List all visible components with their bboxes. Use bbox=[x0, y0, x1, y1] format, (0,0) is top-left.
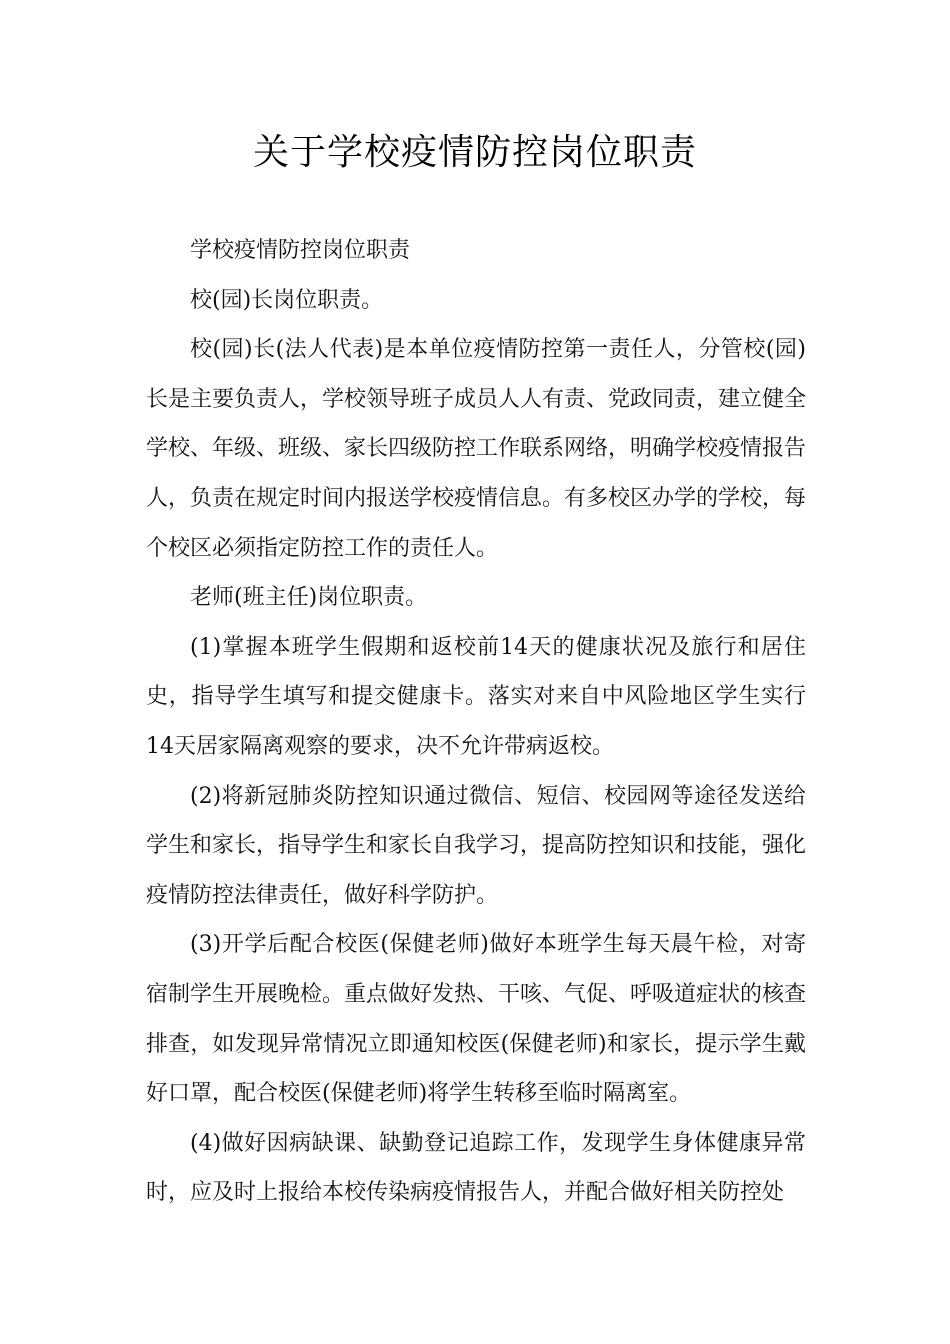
document-title: 关于学校疫情防控岗位职责 bbox=[252, 132, 697, 173]
paragraph-teacher-duty-1: (1)掌握本班学生假期和返校前14天的健康状况及旅行和居住史，指导学生填写和提交健康卡。落实对来自中风险地区学生实行14天居家隔离观察的要求，决不允许带病返校。 bbox=[146, 634, 806, 759]
subsection-heading-principal: 校(园)长岗位职责。 bbox=[190, 287, 384, 313]
section-heading: 学校疫情防控岗位职责 bbox=[190, 238, 411, 263]
paragraph-teacher-duty-4: (4)做好因病缺课、缺勤登记追踪工作，发现学生身体健康异常时，应及时上报给本校传染病疫情报告人，并配合做好相关防控处 bbox=[146, 1130, 806, 1206]
subsection-heading-teacher: 老师(班主任)岗位职责。 bbox=[190, 585, 428, 611]
paragraph-principal-duties: 校(园)长(法人代表)是本单位疫情防控第一责任人，分管校(园)长是主要负责人，学校领导班子成员人人有责、党政同责，建立健全学校、年级、班级、家长四级防控工作联系网络，明确学校疫情报告人，负责在规定时间内报送学校疫情信息。有多校区办学的学校，每个校区必须指定防控工作的责任人。 bbox=[146, 337, 807, 561]
document-body bbox=[146, 226, 806, 1218]
paragraph-teacher-duty-2: (2)将新冠肺炎防控知识通过微信、短信、校园网等途径发送给学生和家长，指导学生和家长自我学习，提高防控知识和技能，强化疫情防控法律责任，做好科学防护。 bbox=[146, 783, 807, 908]
paragraph-teacher-duty-3: (3)开学后配合校医(保健老师)做好本班学生每天晨午检，对寄宿制学生开展晚检。重点做好发热、干咳、气促、呼吸道症状的核查排查，如发现异常情况立即通知校医(保健老师)和家长，提示学生戴好口罩，配合校医(保健老师)将学生转移至临时隔离室。 bbox=[146, 932, 807, 1107]
